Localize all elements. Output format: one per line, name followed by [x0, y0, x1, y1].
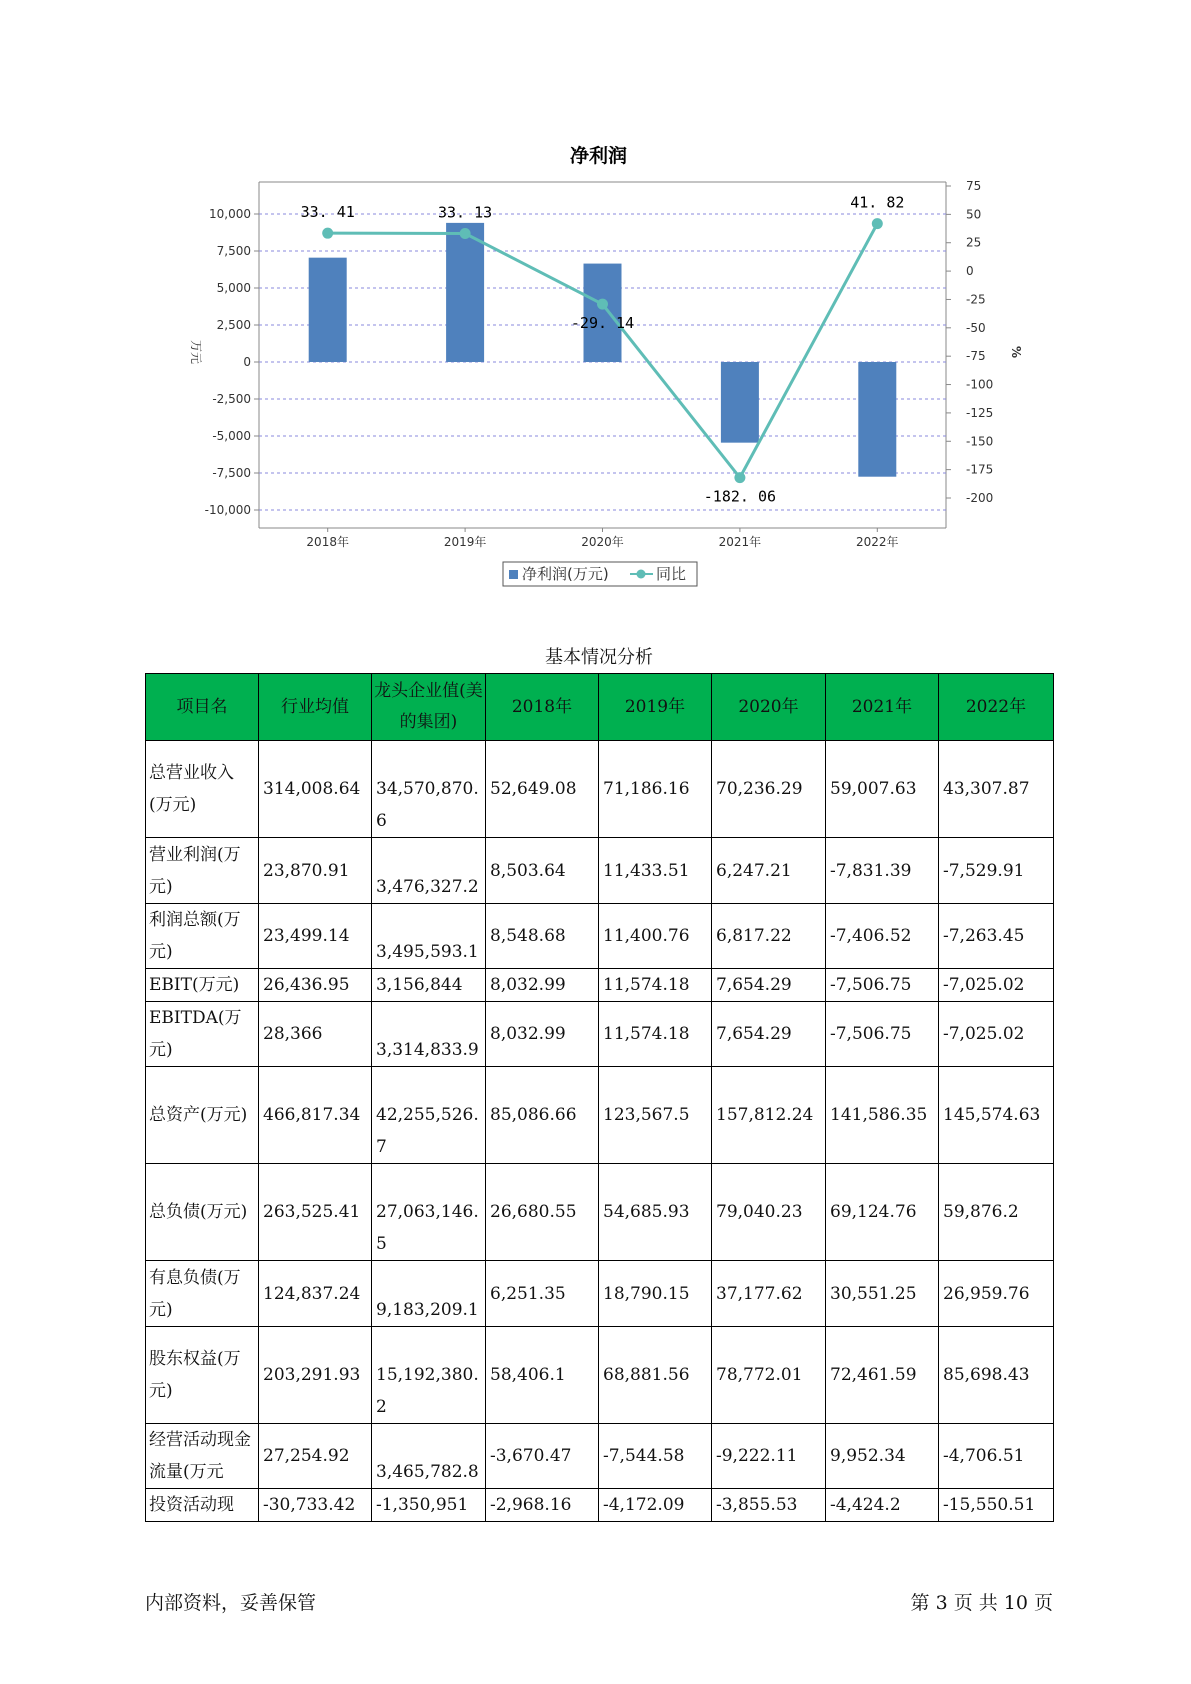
bar-net-profit — [858, 362, 896, 477]
table-cell: 11,574.18 — [599, 969, 712, 1002]
data-label-yoy: -182. 06 — [703, 487, 777, 506]
data-label-yoy: 41. 82 — [850, 193, 905, 212]
table-cell: 68,881.56 — [599, 1327, 712, 1424]
table-cell: 37,177.62 — [712, 1261, 826, 1327]
footer-confidential-note: 内部资料，妥善保管 — [145, 1592, 317, 1614]
table-cell: 8,548.68 — [486, 904, 599, 969]
table-cell: -1,350,951 — [372, 1489, 486, 1522]
footer-page-number: 第 3 页 共 10 页 — [910, 1592, 1053, 1614]
table-cell: 157,812.24 — [712, 1067, 826, 1164]
row-item-name: 有息负债(万元) — [146, 1261, 259, 1327]
table-title: 基本情况分析 — [545, 647, 653, 668]
table-row — [146, 1067, 1054, 1164]
right-tick-label: -100 — [966, 377, 994, 392]
table-cell: 34,570,870.6 — [372, 741, 486, 838]
table-cell: -7,406.52 — [826, 904, 939, 969]
bar-net-profit — [721, 362, 759, 443]
table-cell: 30,551.25 — [826, 1261, 939, 1327]
table-row — [146, 969, 1054, 1002]
table-cell: 3,465,782.8 — [372, 1424, 486, 1489]
point-yoy — [734, 472, 745, 483]
table-cell: 27,063,146.5 — [372, 1164, 486, 1261]
legend-swatch-bar — [509, 570, 518, 579]
table-cell: -4,172.09 — [599, 1489, 712, 1522]
table-cell: 9,952.34 — [826, 1424, 939, 1489]
table-cell: 28,366 — [259, 1002, 372, 1067]
table-cell: 11,433.51 — [599, 838, 712, 904]
table-cell: 3,314,833.9 — [372, 1002, 486, 1067]
x-tick-label: 2021年 — [718, 535, 762, 549]
table-row — [146, 1327, 1054, 1424]
table-cell: 18,790.15 — [599, 1261, 712, 1327]
table-cell: 3,476,327.2 — [372, 838, 486, 904]
table-cell: 466,817.34 — [259, 1067, 372, 1164]
chart-title: 净利润 — [569, 145, 628, 167]
table-cell: 26,680.55 — [486, 1164, 599, 1261]
chart-canvas — [0, 0, 1191, 600]
left-tick-label: 10,000 — [209, 207, 251, 221]
left-tick-label: 5,000 — [216, 281, 251, 295]
column-header: 2020年 — [712, 674, 826, 741]
table-cell: 3,156,844 — [372, 969, 486, 1002]
table-cell: -3,670.47 — [486, 1424, 599, 1489]
table-cell: -7,506.75 — [826, 1002, 939, 1067]
table-cell: 26,959.76 — [939, 1261, 1054, 1327]
right-tick-label: 50 — [966, 207, 982, 222]
table-row — [146, 1489, 1054, 1522]
table-cell: 72,461.59 — [826, 1327, 939, 1424]
table-row — [146, 904, 1054, 969]
table-cell: 7,654.29 — [712, 969, 826, 1002]
row-item-name: 利润总额(万元) — [146, 904, 259, 969]
table-cell: 6,251.35 — [486, 1261, 599, 1327]
data-label-yoy: 33. 13 — [438, 203, 493, 222]
row-item-name: 总资产(万元) — [146, 1067, 259, 1164]
legend-swatch-point — [637, 570, 646, 579]
left-tick-label: 0 — [243, 355, 251, 369]
row-item-name: 营业利润(万元) — [146, 838, 259, 904]
table-row — [146, 838, 1054, 904]
table-cell: -4,706.51 — [939, 1424, 1054, 1489]
table-cell: -7,831.39 — [826, 838, 939, 904]
data-label-yoy: -29. 14 — [570, 314, 635, 333]
table-cell: 43,307.87 — [939, 741, 1054, 838]
table-cell: 8,032.99 — [486, 969, 599, 1002]
table-cell: -7,025.02 — [939, 969, 1054, 1002]
table-cell: 69,124.76 — [826, 1164, 939, 1261]
table-cell: 141,586.35 — [826, 1067, 939, 1164]
table-cell: 58,406.1 — [486, 1327, 599, 1424]
row-item-name: 总营业收入(万元) — [146, 741, 259, 838]
table-cell: 27,254.92 — [259, 1424, 372, 1489]
basic-analysis-table — [145, 673, 1054, 1522]
table-cell: -3,855.53 — [712, 1489, 826, 1522]
table-cell: 59,876.2 — [939, 1164, 1054, 1261]
x-tick-label: 2018年 — [306, 535, 349, 549]
table-cell: 85,698.43 — [939, 1327, 1054, 1424]
table-cell: 8,032.99 — [486, 1002, 599, 1067]
table-cell: -15,550.51 — [939, 1489, 1054, 1522]
column-header: 项目名 — [146, 674, 259, 741]
row-item-name: EBIT(万元) — [146, 969, 259, 1002]
table-header-row — [146, 674, 1054, 741]
bar-net-profit — [309, 258, 347, 362]
table-cell: 11,574.18 — [599, 1002, 712, 1067]
table-cell: 70,236.29 — [712, 741, 826, 838]
row-item-name: 股东权益(万元) — [146, 1327, 259, 1424]
table-cell: 263,525.41 — [259, 1164, 372, 1261]
bar-net-profit — [446, 223, 484, 362]
table-cell: -7,263.45 — [939, 904, 1054, 969]
table-cell: -7,544.58 — [599, 1424, 712, 1489]
table-cell: -7,506.75 — [826, 969, 939, 1002]
legend-label-line: 同比 — [656, 565, 687, 583]
column-header: 2022年 — [939, 674, 1054, 741]
table-cell: 15,192,380.2 — [372, 1327, 486, 1424]
row-item-name: 投资活动现 — [146, 1489, 259, 1522]
table-row — [146, 1002, 1054, 1067]
table-cell: 78,772.01 — [712, 1327, 826, 1424]
right-tick-label: -200 — [966, 491, 994, 505]
table-cell: -4,424.2 — [826, 1489, 939, 1522]
legend-label-bar: 净利润(万元) — [522, 565, 609, 583]
table-row — [146, 1424, 1054, 1489]
table-cell: 6,247.21 — [712, 838, 826, 904]
table-cell: 26,436.95 — [259, 969, 372, 1002]
table-cell: 79,040.23 — [712, 1164, 826, 1261]
column-header: 行业均值 — [259, 674, 372, 741]
point-yoy — [322, 228, 333, 239]
x-tick-label: 2020年 — [581, 535, 624, 549]
table-cell: 42,255,526.7 — [372, 1067, 486, 1164]
right-tick-label: -50 — [966, 320, 986, 335]
table-row — [146, 741, 1054, 838]
row-item-name: 经营活动现金流量(万元 — [146, 1424, 259, 1489]
column-header: 2018年 — [486, 674, 599, 741]
table-cell: -9,222.11 — [712, 1424, 826, 1489]
table-cell: -30,733.42 — [259, 1489, 372, 1522]
table-cell: 71,186.16 — [599, 741, 712, 838]
table-cell: 59,007.63 — [826, 741, 939, 838]
column-header: 2019年 — [599, 674, 712, 741]
point-yoy — [460, 228, 471, 239]
left-tick-label: -10,000 — [204, 503, 251, 517]
table-cell: 124,837.24 — [259, 1261, 372, 1327]
data-label-yoy: 33. 41 — [300, 203, 355, 222]
table-cell: 7,654.29 — [712, 1002, 826, 1067]
right-tick-label: -175 — [966, 462, 994, 477]
table-cell: 203,291.93 — [259, 1327, 372, 1424]
table-cell: 123,567.5 — [599, 1067, 712, 1164]
table-row — [146, 1164, 1054, 1261]
row-item-name: 总负债(万元) — [146, 1164, 259, 1261]
x-tick-label: 2022年 — [856, 535, 899, 549]
table-cell: 3,495,593.1 — [372, 904, 486, 969]
table-cell: 8,503.64 — [486, 838, 599, 904]
table-cell: -2,968.16 — [486, 1489, 599, 1522]
table-row — [146, 1261, 1054, 1327]
row-item-name: EBITDA(万元) — [146, 1002, 259, 1067]
right-tick-label: -150 — [966, 434, 994, 449]
left-tick-label: -5,000 — [212, 429, 251, 443]
right-tick-label: -25 — [966, 292, 986, 307]
table-cell: 11,400.76 — [599, 904, 712, 969]
x-tick-label: 2019年 — [443, 535, 487, 549]
table-cell: -7,529.91 — [939, 838, 1054, 904]
left-axis-title: 万元 — [189, 339, 203, 365]
bar-net-profit — [584, 264, 622, 362]
column-header: 龙头企业值(美的集团) — [372, 674, 486, 741]
table-cell: 54,685.93 — [599, 1164, 712, 1261]
right-tick-label: 0 — [966, 264, 974, 279]
right-tick-label: 75 — [966, 179, 982, 193]
right-tick-label: 25 — [966, 235, 982, 250]
point-yoy — [872, 218, 883, 229]
table-cell: 6,817.22 — [712, 904, 826, 969]
right-tick-label: -125 — [966, 405, 994, 420]
point-yoy — [597, 299, 608, 310]
table-cell: 85,086.66 — [486, 1067, 599, 1164]
table-cell: 23,870.91 — [259, 838, 372, 904]
table-cell: 9,183,209.1 — [372, 1261, 486, 1327]
left-tick-label: -7,500 — [212, 466, 251, 480]
right-tick-label: -75 — [966, 349, 986, 364]
right-axis-title: % — [1009, 345, 1023, 359]
table-cell: 145,574.63 — [939, 1067, 1054, 1164]
net-profit-chart — [0, 0, 1191, 600]
column-header: 2021年 — [826, 674, 939, 741]
table-cell: 23,499.14 — [259, 904, 372, 969]
left-tick-label: -2,500 — [212, 392, 251, 406]
left-tick-label: 7,500 — [216, 244, 251, 258]
table-cell: 52,649.08 — [486, 741, 599, 838]
table-cell: -7,025.02 — [939, 1002, 1054, 1067]
table-cell: 314,008.64 — [259, 741, 372, 838]
left-tick-label: 2,500 — [216, 318, 251, 332]
